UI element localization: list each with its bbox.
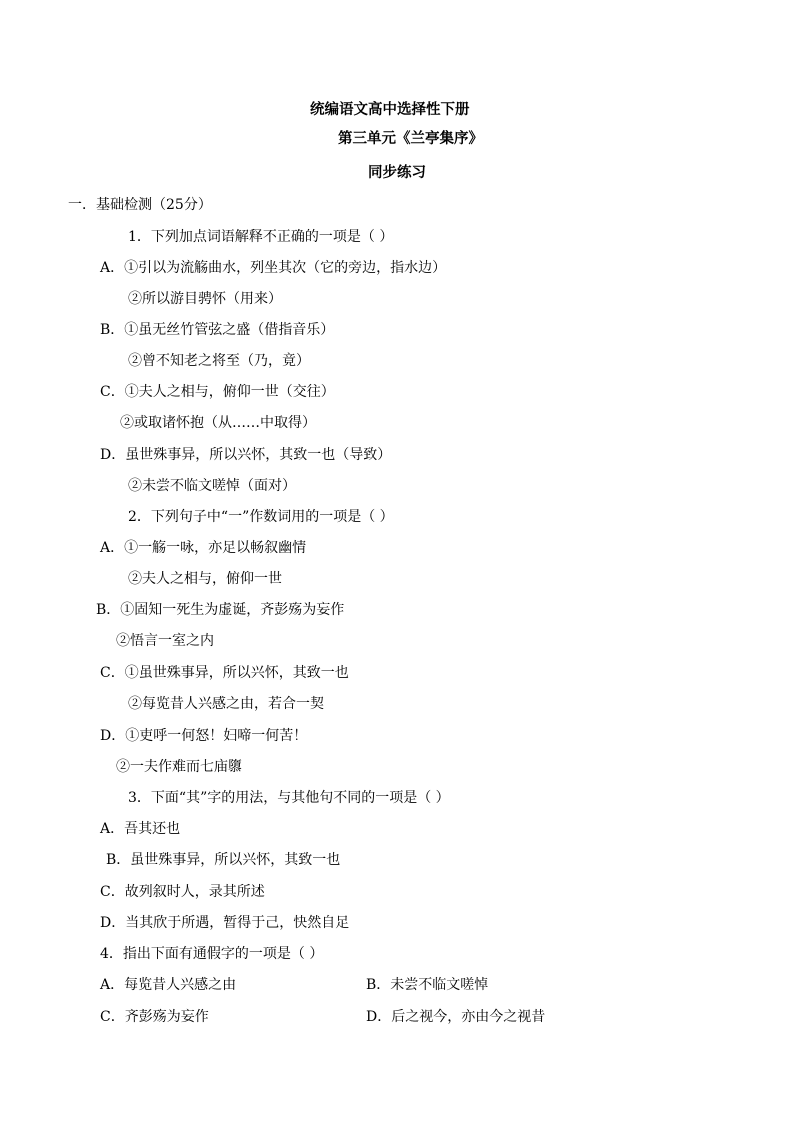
question-2-stem: 2．下列句子中“一”作数词用的一项是（ ） <box>128 509 394 525</box>
question-1-option-b: B．①虽无丝竹管弦之盛（借指音乐） <box>100 322 335 338</box>
question-2-option-b-sub: ②悟言一室之内 <box>116 633 214 649</box>
section-heading: 一．基础检测（25分） <box>68 197 212 213</box>
question-4-option-c: C．齐彭殇为妄作 <box>100 1009 209 1025</box>
question-1-option-a-sub: ②所以游目骋怀（用来） <box>128 291 282 307</box>
question-2-option-d: D．①吏呼一何怒！妇啼一何苦！ <box>100 728 308 744</box>
question-2-option-c-sub: ②每览昔人兴感之由，若合一契 <box>128 696 324 712</box>
question-4-stem: 4．指出下面有通假字的一项是（ ） <box>100 946 324 962</box>
question-2-option-a-sub: ②夫人之相与，俯仰一世 <box>128 571 282 587</box>
question-3-option-b: B．虽世殊事异，所以兴怀，其致一也 <box>106 852 341 868</box>
question-1-option-c: C．①夫人之相与，俯仰一世（交往） <box>100 384 335 400</box>
question-3-option-a: A．吾其还也 <box>100 821 181 837</box>
unit-title: 第三单元《兰亭集序》 <box>338 130 483 147</box>
question-4-option-b: B．未尝不临文嗟悼 <box>366 977 489 993</box>
exercise-title: 同步练习 <box>368 164 426 181</box>
question-1-option-d: D．虽世殊事异，所以兴怀，其致一也（导致） <box>100 447 392 463</box>
question-2-option-b: B．①固知一死生为虚诞，齐彭殇为妄作 <box>96 602 345 618</box>
question-1-option-d-sub: ②未尝不临文嗟悼（面对） <box>128 478 296 494</box>
question-1-option-a: A．①引以为流觞曲水，列坐其次（它的旁边，指水边） <box>100 260 447 276</box>
question-2-option-d-sub: ②一夫作难而七庙隳 <box>116 759 242 775</box>
question-1-option-b-sub: ②曾不知老之将至（乃，竟） <box>128 353 310 369</box>
document-title: 统编语文高中选择性下册 <box>310 101 470 118</box>
question-1-stem: 1．下列加点词语解释不正确的一项是（ ） <box>128 229 394 245</box>
question-3-option-c: C．故列叙时人，录其所述 <box>100 884 265 900</box>
question-2-option-a: A．①一觞一咏，亦足以畅叙幽情 <box>100 540 307 556</box>
question-3-stem: 3．下面“其”字的用法，与其他句不同的一项是（ ） <box>128 790 450 806</box>
question-1-option-c-sub: ②或取诸怀抱（从……中取得） <box>120 415 316 431</box>
question-4-option-d: D．后之视今，亦由今之视昔 <box>366 1009 546 1025</box>
question-4-option-a: A．每览昔人兴感之由 <box>100 977 237 993</box>
question-2-option-c: C．①虽世殊事异，所以兴怀，其致一也 <box>100 665 349 681</box>
question-3-option-d: D．当其欣于所遇，暂得于己，快然自足 <box>100 915 350 931</box>
